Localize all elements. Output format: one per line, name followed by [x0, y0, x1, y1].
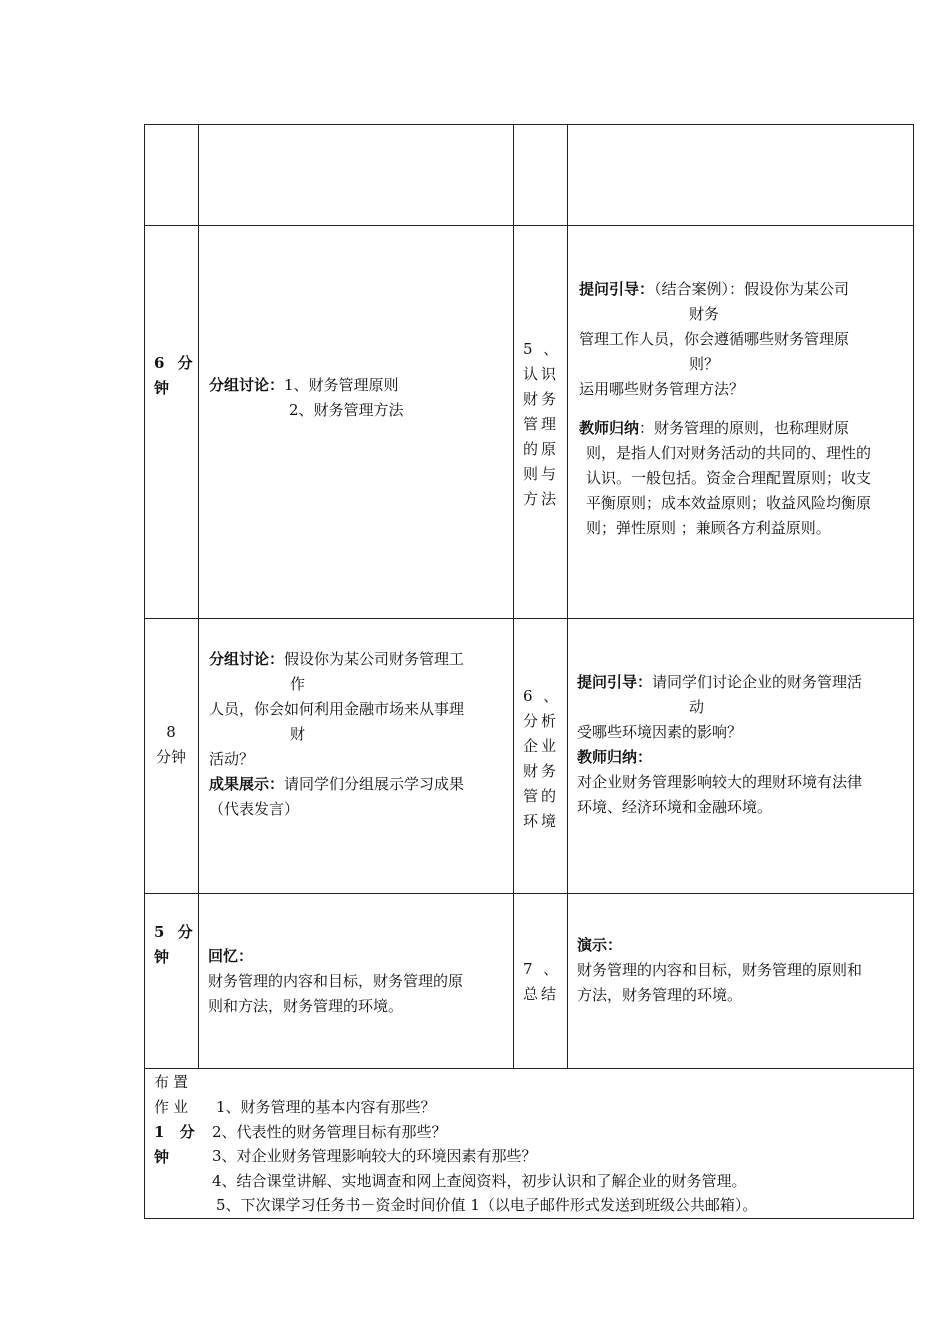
guide-line: 环境、经济环境和金融环境。 — [577, 798, 773, 816]
activity-line: 回忆： — [208, 947, 254, 965]
activity-line: 活动？ — [209, 750, 255, 768]
topic-line: 5 、 — [523, 340, 562, 358]
topic-line: 企业 — [523, 737, 560, 755]
table-border — [144, 618, 914, 619]
homework-item: 2、代表性的财务管理目标有那些？ — [212, 1122, 447, 1141]
activity-line: 分组讨论：1、财务管理原则 — [209, 376, 399, 394]
topic-line: 总结 — [523, 985, 560, 1003]
guide-line: 教师归纳： — [577, 748, 653, 766]
guide-line: 平衡原则；成本效益原则；收益风险均衡原 — [586, 494, 872, 512]
guide-line: 财务管理的内容和目标，财务管理的原则和 — [577, 961, 863, 979]
table-border — [144, 893, 914, 894]
activity-cell — [208, 944, 463, 1019]
topic-line: 方法 — [523, 490, 560, 508]
time-line: 5 分 — [154, 923, 197, 941]
time-line: 钟 — [154, 948, 170, 966]
guide-line: 则；弹性原则 ；兼顾各方利益原则。 — [586, 519, 831, 537]
homework-label-line: 布置 — [154, 1073, 193, 1091]
table-border — [144, 124, 914, 125]
homework-item: 4、结合课堂讲解、实地调查和网上查阅资料，初步认识和了解企业的财务管理。 — [212, 1171, 747, 1190]
homework-item: 1、财务管理的基本内容有那些？ — [216, 1098, 436, 1116]
guide-line: 方法，财务管理的环境。 — [577, 986, 743, 1004]
time-cell — [154, 351, 197, 401]
time-line: 8 — [166, 723, 176, 741]
homework-list — [212, 1095, 757, 1218]
activity-line: （代表发言） — [209, 800, 300, 818]
table-border — [198, 124, 199, 1069]
guide-line: 认识。一般包括。资金合理配置原则；收支 — [586, 469, 872, 487]
topic-line: 则与 — [523, 465, 560, 483]
topic-line: 环境 — [523, 812, 560, 830]
topic-cell — [523, 684, 561, 834]
homework-label-line: 1 分 — [154, 1123, 200, 1141]
time-line: 6 分 — [154, 354, 197, 372]
guide-line: 则，是指人们对财务活动的共同的、理性的 — [586, 444, 872, 462]
table-border — [144, 1218, 914, 1219]
topic-line: 的原 — [523, 440, 560, 458]
homework-item: 5、下次课学习任务书－资金时间价值 1（以电子邮件形式发送到班级公共邮箱）。 — [216, 1196, 758, 1214]
guide-cell — [577, 933, 862, 1008]
activity-line: 成果展示：请同学们分组展示学习成果 — [209, 775, 465, 793]
table-border — [144, 225, 914, 226]
activity-cell — [209, 647, 464, 822]
activity-line: 则和方法，财务管理的环境。 — [208, 997, 404, 1015]
table-border — [144, 124, 145, 1219]
guide-line: 提问引导：请同学们讨论企业的财务管理活 — [577, 673, 863, 691]
activity-line: 财务管理的内容和目标，财务管理的原 — [208, 972, 464, 990]
table-border — [144, 1068, 914, 1069]
time-line: 钟 — [154, 379, 170, 397]
time-line: 分钟 — [155, 748, 186, 766]
guide-line: 受哪些环境因素的影响？ — [577, 723, 743, 741]
topic-line: 认识 — [523, 365, 560, 383]
homework-label — [154, 1070, 200, 1170]
activity-line: 人员，你会如何利用金融市场来从事理 — [209, 700, 465, 718]
topic-line: 财务 — [523, 762, 560, 780]
guide-line: 则？ — [689, 355, 720, 373]
table-border — [913, 124, 914, 1219]
topic-line: 财务 — [523, 390, 560, 408]
table-border — [567, 124, 568, 1069]
topic-line: 管的 — [523, 787, 560, 805]
guide-line: 运用哪些财务管理方法？ — [579, 380, 745, 398]
topic-line: 分析 — [523, 712, 560, 730]
time-cell — [146, 720, 196, 770]
table-border — [513, 124, 514, 1069]
guide-line: 动 — [689, 698, 705, 716]
guide-cell — [579, 277, 871, 541]
time-cell — [154, 920, 197, 970]
topic-line: 管理 — [523, 415, 560, 433]
topic-cell — [523, 957, 561, 1007]
topic-line: 7 、 — [523, 960, 562, 978]
activity-line: 2、财务管理方法 — [289, 401, 404, 419]
guide-line: 提问引导：（结合案例）：假设你为某公司 — [579, 280, 850, 298]
homework-label-line: 作业 — [154, 1098, 193, 1116]
activity-line: 分组讨论：假设你为某公司财务管理工 — [209, 650, 465, 668]
homework-item: 3、对企业财务管理影响较大的环境因素有那些？ — [212, 1147, 537, 1165]
guide-line: 财务 — [689, 305, 720, 323]
guide-line — [579, 402, 871, 416]
activity-cell — [209, 373, 404, 423]
activity-line: 财 — [290, 725, 306, 743]
guide-cell — [577, 670, 862, 820]
guide-line: 演示： — [577, 936, 623, 954]
guide-line: 管理工作人员，你会遵循哪些财务管理原 — [579, 330, 850, 348]
topic-line: 6 、 — [523, 687, 562, 705]
topic-cell — [523, 337, 561, 512]
guide-line: 对企业财务管理影响较大的理财环境有法律 — [577, 773, 863, 791]
activity-line: 作 — [290, 675, 306, 693]
guide-line: 教师归纳：财务管理的原则，也称理财原 — [579, 419, 850, 437]
homework-label-line: 钟 — [154, 1148, 170, 1166]
